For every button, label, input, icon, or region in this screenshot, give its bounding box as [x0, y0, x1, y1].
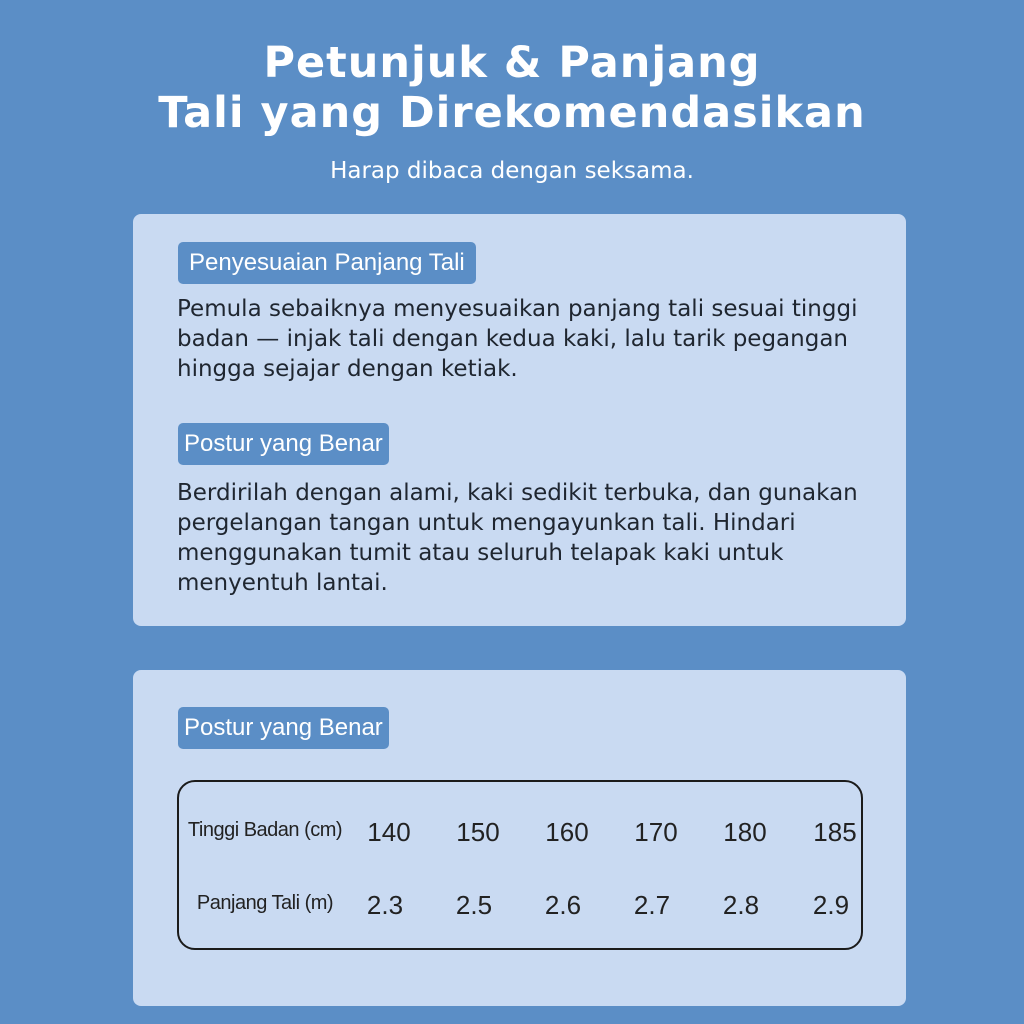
length-value: 2.6	[544, 890, 582, 920]
row-label-length: Panjang Tali (m)	[196, 892, 334, 914]
posture-tag: Postur yang Benar	[178, 423, 389, 465]
title-line-2: Tali yang Direkomendasikan	[158, 88, 866, 138]
instructions-card	[133, 214, 906, 626]
height-value: 140	[367, 817, 411, 847]
height-value: 150	[456, 817, 500, 847]
title-line-1: Petunjuk & Panjang	[263, 38, 761, 88]
posture-text: Berdirilah dengan alami, kaki sedikit terbuka, dan gunakan pergelangan tangan untuk mengayunkan tali. Hindari menggunakan tumit atau seluruh telapak kaki untuk menyentuh lantai.	[177, 480, 858, 596]
subtitle: Harap dibaca dengan seksama.	[330, 158, 694, 184]
length-value: 2.3	[366, 890, 404, 920]
height-value: 160	[545, 817, 589, 847]
length-table	[177, 780, 863, 950]
length-value: 2.9	[812, 890, 850, 920]
length-value: 2.8	[722, 890, 760, 920]
height-value: 180	[723, 817, 767, 847]
row-label-height: Tinggi Badan (cm)	[187, 819, 343, 841]
table-tag: Postur yang Benar	[178, 707, 389, 749]
height-value: 170	[634, 817, 678, 847]
length-table-card	[133, 670, 906, 1006]
length-value: 2.5	[455, 890, 493, 920]
adjust-text: Pemula sebaiknya menyesuaikan panjang tali sesuai tinggi badan — injak tali dengan kedua kaki, lalu tarik pegangan hingga sejajar dengan ketiak.	[177, 296, 858, 382]
length-value: 2.7	[633, 890, 671, 920]
adjust-tag: Penyesuaian Panjang Tali	[178, 242, 476, 284]
height-value: 185	[813, 817, 857, 847]
page-title	[0, 38, 1024, 138]
